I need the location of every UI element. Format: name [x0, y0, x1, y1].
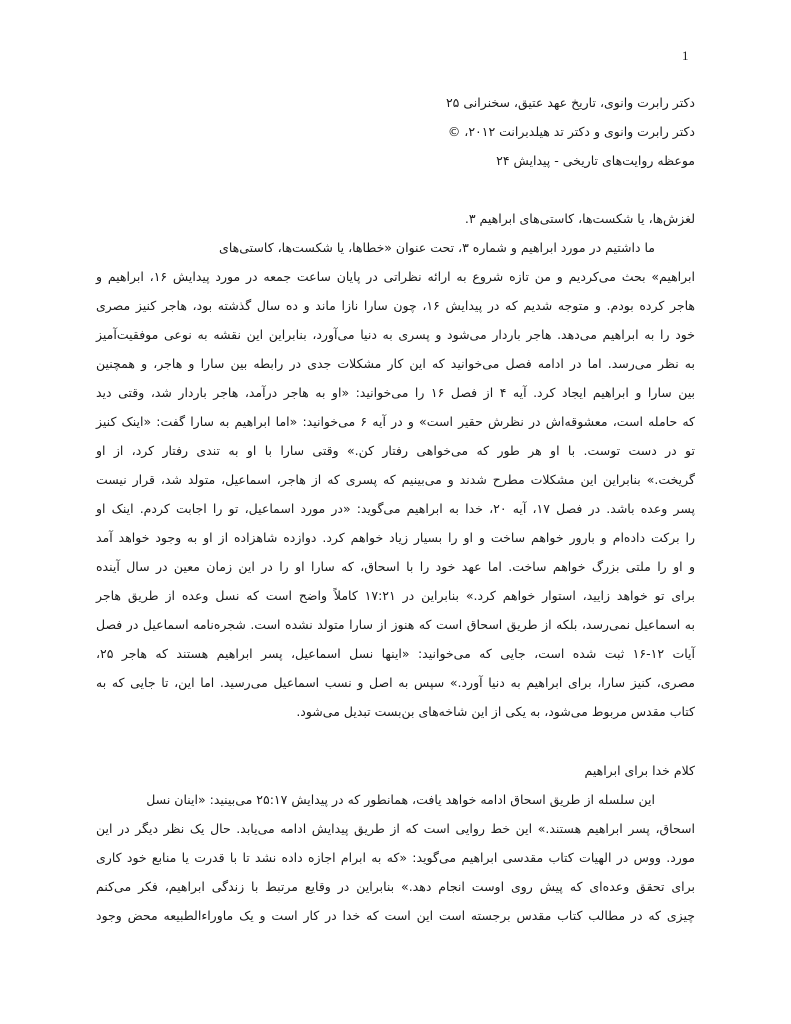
paragraph-line: مورد. ووس در الهیات کتاب مقدسی ابراهیم می‌گوید: «که به ابرام اجازه داده نشد تا با قدرت یا منابع خود کاری: [96, 850, 695, 865]
section-heading-failures: لغزش‌ها، یا شکست‌ها، کاستی‌های ابراهیم ۳.: [464, 211, 695, 226]
header-lecture-title: دکتر رابرت وانوی، تاریخ عهد عتیق، سخنرانی ۲۵: [445, 95, 695, 110]
paragraph-line: هاجر کرده بودم. و متوجه شدیم که در پیدایش ۱۶، چون سارا نازا ماند و ده سال گذشته بود، هاجر کنیز مصری: [96, 298, 695, 313]
header-copyright: دکتر رابرت وانوی و دکتر تد هیلدبرانت ۲۰۱۲، ©: [447, 124, 695, 139]
paragraph-line: آیات ۱۲-۱۶ ثبت شده است، جایی که می‌خوانید: «اینها نسل اسماعیل، پسر ابراهیم هستند که هاجر ۲۵،: [96, 646, 695, 661]
paragraph-line: کتاب مقدس مربوط می‌شود، به یکی از این شاخه‌های بن‌بست تبدیل می‌شود.: [296, 704, 695, 719]
paragraph-line: ما داشتیم در مورد ابراهیم و شماره ۳، تحت عنوان «خطاها، یا شکست‌ها، کاستی‌های: [219, 240, 655, 255]
paragraph-line: خود را به ابراهیم می‌دهد. هاجر باردار می‌شود و پسری به دنیا می‌آورد، بنابراین این نقشه به نوعی موفقیت‌آمیز: [96, 327, 695, 342]
paragraph-line: تو در دست توست. با او هر طور که می‌خواهی رفتار کن.» وقتی سارا با او به تندی رفتار کرد، از او: [96, 443, 695, 458]
paragraph-line: که حامله است، معشوقه‌اش در نظرش حقیر است» و در آیه ۶ می‌خوانید: «اما ابراهیم به سارا گفت: «اینک کنیز: [96, 414, 695, 429]
paragraph-line: به اسماعیل نمی‌رسد، بلکه از طریق اسحاق است که هنوز از سارا متولد نشده است. شجره‌نامه اسماعیل در فصل: [96, 617, 695, 632]
header-sermon-title: موعظه روایت‌های تاریخی - پیدایش ۲۴: [496, 153, 695, 168]
section-heading-gods-word: کلام خدا برای ابراهیم: [584, 763, 695, 778]
paragraph-line: به نظر می‌رسد. اما در ادامه فصل می‌خوانید که این کار مشکلات جدی در رابطه بین سارا و هاجر، و همچنین: [96, 356, 695, 371]
paragraph-line: این سلسله از طریق اسحاق ادامه خواهد یافت، همانطور که در پیدایش ۲۵:۱۷ می‌بینید: «اینان نسل: [146, 792, 655, 807]
paragraph-line: و او را ملتی بزرگ خواهم ساخت. اما عهد خود را با اسحاق، که سارا او را در این زمان معین در سال آینده: [96, 559, 695, 574]
paragraph-line: مصری، کنیز سارا، برای ابراهیم به دنیا آورد.» سپس به اصل و نسب اسماعیل می‌رسید. اما این، تا جایی که به: [96, 675, 695, 690]
paragraph-line: را برکت داده‌ام و بارور خواهم ساخت و او را بسیار زیاد خواهم کرد. دوازده شاهزاده از او به وجود خواهد آمد: [96, 530, 695, 545]
paragraph-line: بین سارا و ابراهیم ایجاد کرد. آیه ۴ از فصل ۱۶ را می‌خوانید: «او به هاجر درآمد، هاجر باردار شد، وقتی دید: [96, 385, 695, 400]
page-number: 1: [682, 48, 689, 63]
paragraph-line: ابراهیم» بحث می‌کردیم و من تازه شروع به ارائه نظراتی در پایان ساعت جمعه در مورد پیدایش ۱۶، ابراهیم و: [96, 269, 695, 284]
paragraph-line: اسحاق، پسر ابراهیم هستند.» این خط روایی است که از طریق پیدایش ادامه می‌یابد. حال یک نظر دیگر در این: [96, 821, 695, 836]
paragraph-line: چیزی که در مطالب کتاب مقدس برجسته است این است که خدا در کار است و یک ماوراءالطبیعه محض وجود: [96, 908, 695, 923]
paragraph-line: برای تو خواهد زایید، استوار خواهم کرد.» بنابراین در ۱۷:۲۱ کاملاً واضح است که نسل وعده از طریق هاجر: [96, 588, 695, 603]
paragraph-line: گریخت.» بنابراین این مشکلات مطرح شدند و می‌بینیم که پسری که از هاجر، اسماعیل، متولد شد، قرار نیست: [96, 472, 695, 487]
paragraph-line: پسر وعده باشد. در فصل ۱۷، آیه ۲۰، خدا به ابراهیم می‌گوید: «در مورد اسماعیل، تو را اجابت کردم. اینک او: [96, 501, 695, 516]
paragraph-line: برای تحقق وعده‌ای که پیش روی اوست انجام دهد.» بنابراین در وقایع مرتبط با زندگی ابراهیم، فکر می‌کنم: [96, 879, 695, 894]
